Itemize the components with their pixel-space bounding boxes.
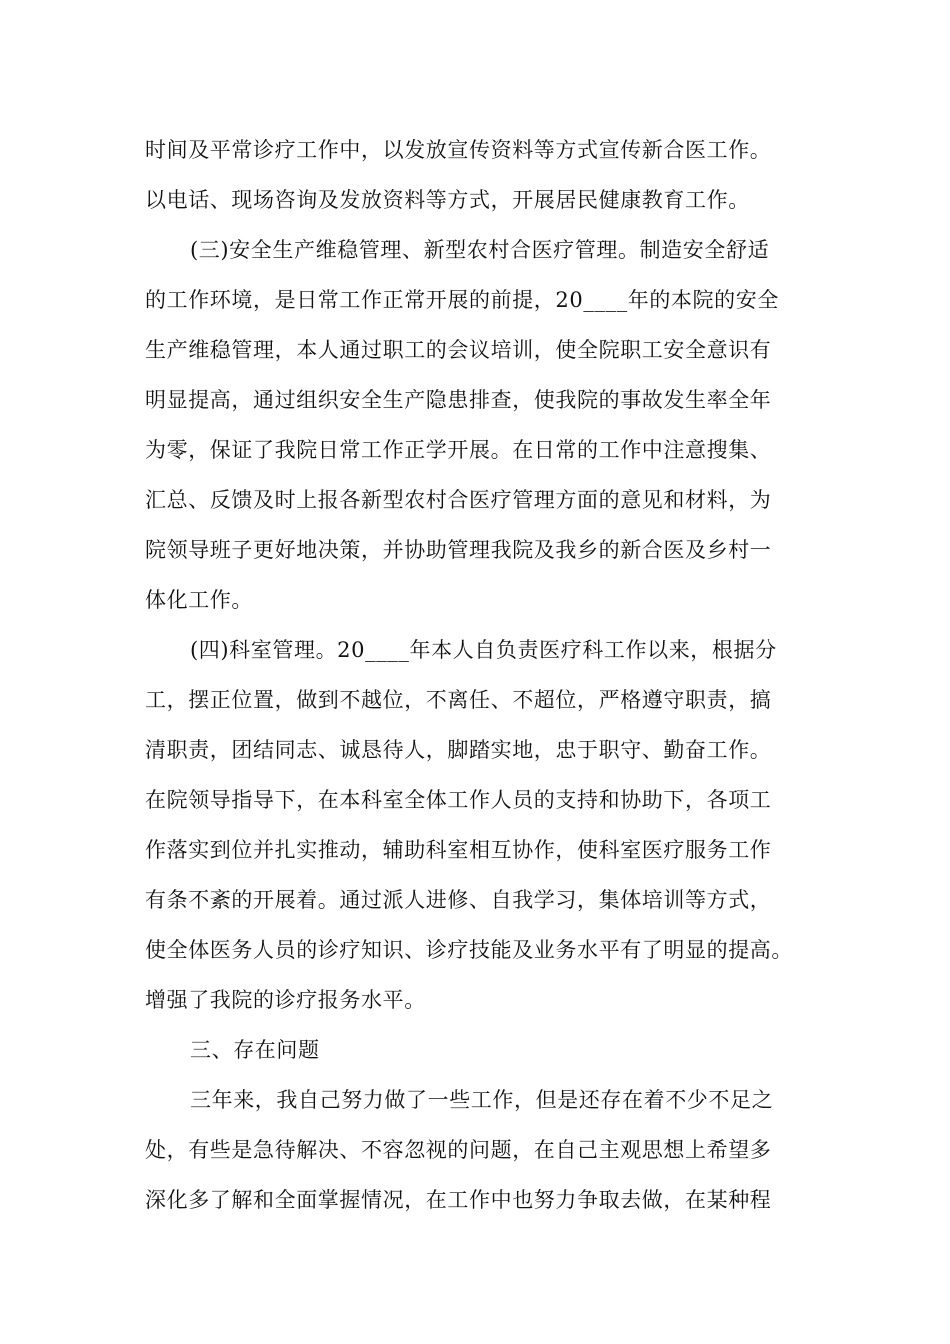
text-line: 清职责，团结同志、诚恳待人，脚踏实地，忠于职守、勤奋工作。 — [145, 738, 772, 762]
text-line: 有条不紊的开展着。通过派人进修、自我学习，集体培训等方式， — [145, 888, 772, 912]
paragraph-start-line: (四)科室管理。20____年本人自负责医疗科工作以来，根据分 — [190, 638, 777, 662]
text-line: 增强了我院的诊疗报务水平。 — [145, 988, 426, 1012]
text-line: 处，有些是急待解决、不容忽视的问题，在自己主观思想上希望多 — [145, 1138, 772, 1162]
paragraph-start-line: (三)安全生产维稳管理、新型农村合医疗管理。制造安全舒适 — [190, 238, 770, 262]
text-line: 院领导班子更好地决策，并协助管理我院及我乡的新合医及乡村一 — [145, 538, 772, 562]
text-line: 工，摆正位置，做到不越位，不离任、不超位，严格遵守职责，搞 — [145, 688, 772, 712]
text-line: 的工作环境，是日常工作正常开展的前提，20____年的本院的安全 — [145, 288, 779, 312]
paragraph-start-line: 三年来，我自己努力做了一些工作，但是还存在着不少不足之 — [190, 1088, 774, 1112]
text-line: 生产维稳管理，本人通过职工的会议培训，使全院职工安全意识有 — [145, 338, 772, 362]
section-heading: 三、存在问题 — [190, 1038, 320, 1062]
text-line: 在院领导指导下，在本科室全体工作人员的支持和协助下，各项工 — [145, 788, 772, 812]
text-line: 使全体医务人员的诊疗知识、诊疗技能及业务水平有了明显的提高。 — [145, 938, 793, 962]
text-line: 以电话、现场咨询及发放资料等方式，开展居民健康教育工作。 — [145, 188, 750, 212]
text-line: 时间及平常诊疗工作中，以发放宣传资料等方式宣传新合医工作。 — [145, 138, 772, 162]
text-line: 体化工作。 — [145, 588, 253, 612]
text-line: 明显提高，通过组织安全生产隐患排查，使我院的事故发生率全年 — [145, 388, 772, 412]
text-line: 作落实到位并扎实推动，辅助科室相互协作，使科室医疗服务工作 — [145, 838, 772, 862]
text-line: 为零，保证了我院日常工作正学开展。在日常的工作中注意搜集、 — [145, 438, 772, 462]
text-line: 深化多了解和全面掌握情况，在工作中也努力争取去做，在某种程 — [145, 1188, 772, 1212]
text-line: 汇总、反馈及时上报各新型农村合医疗管理方面的意见和材料，为 — [145, 488, 772, 512]
